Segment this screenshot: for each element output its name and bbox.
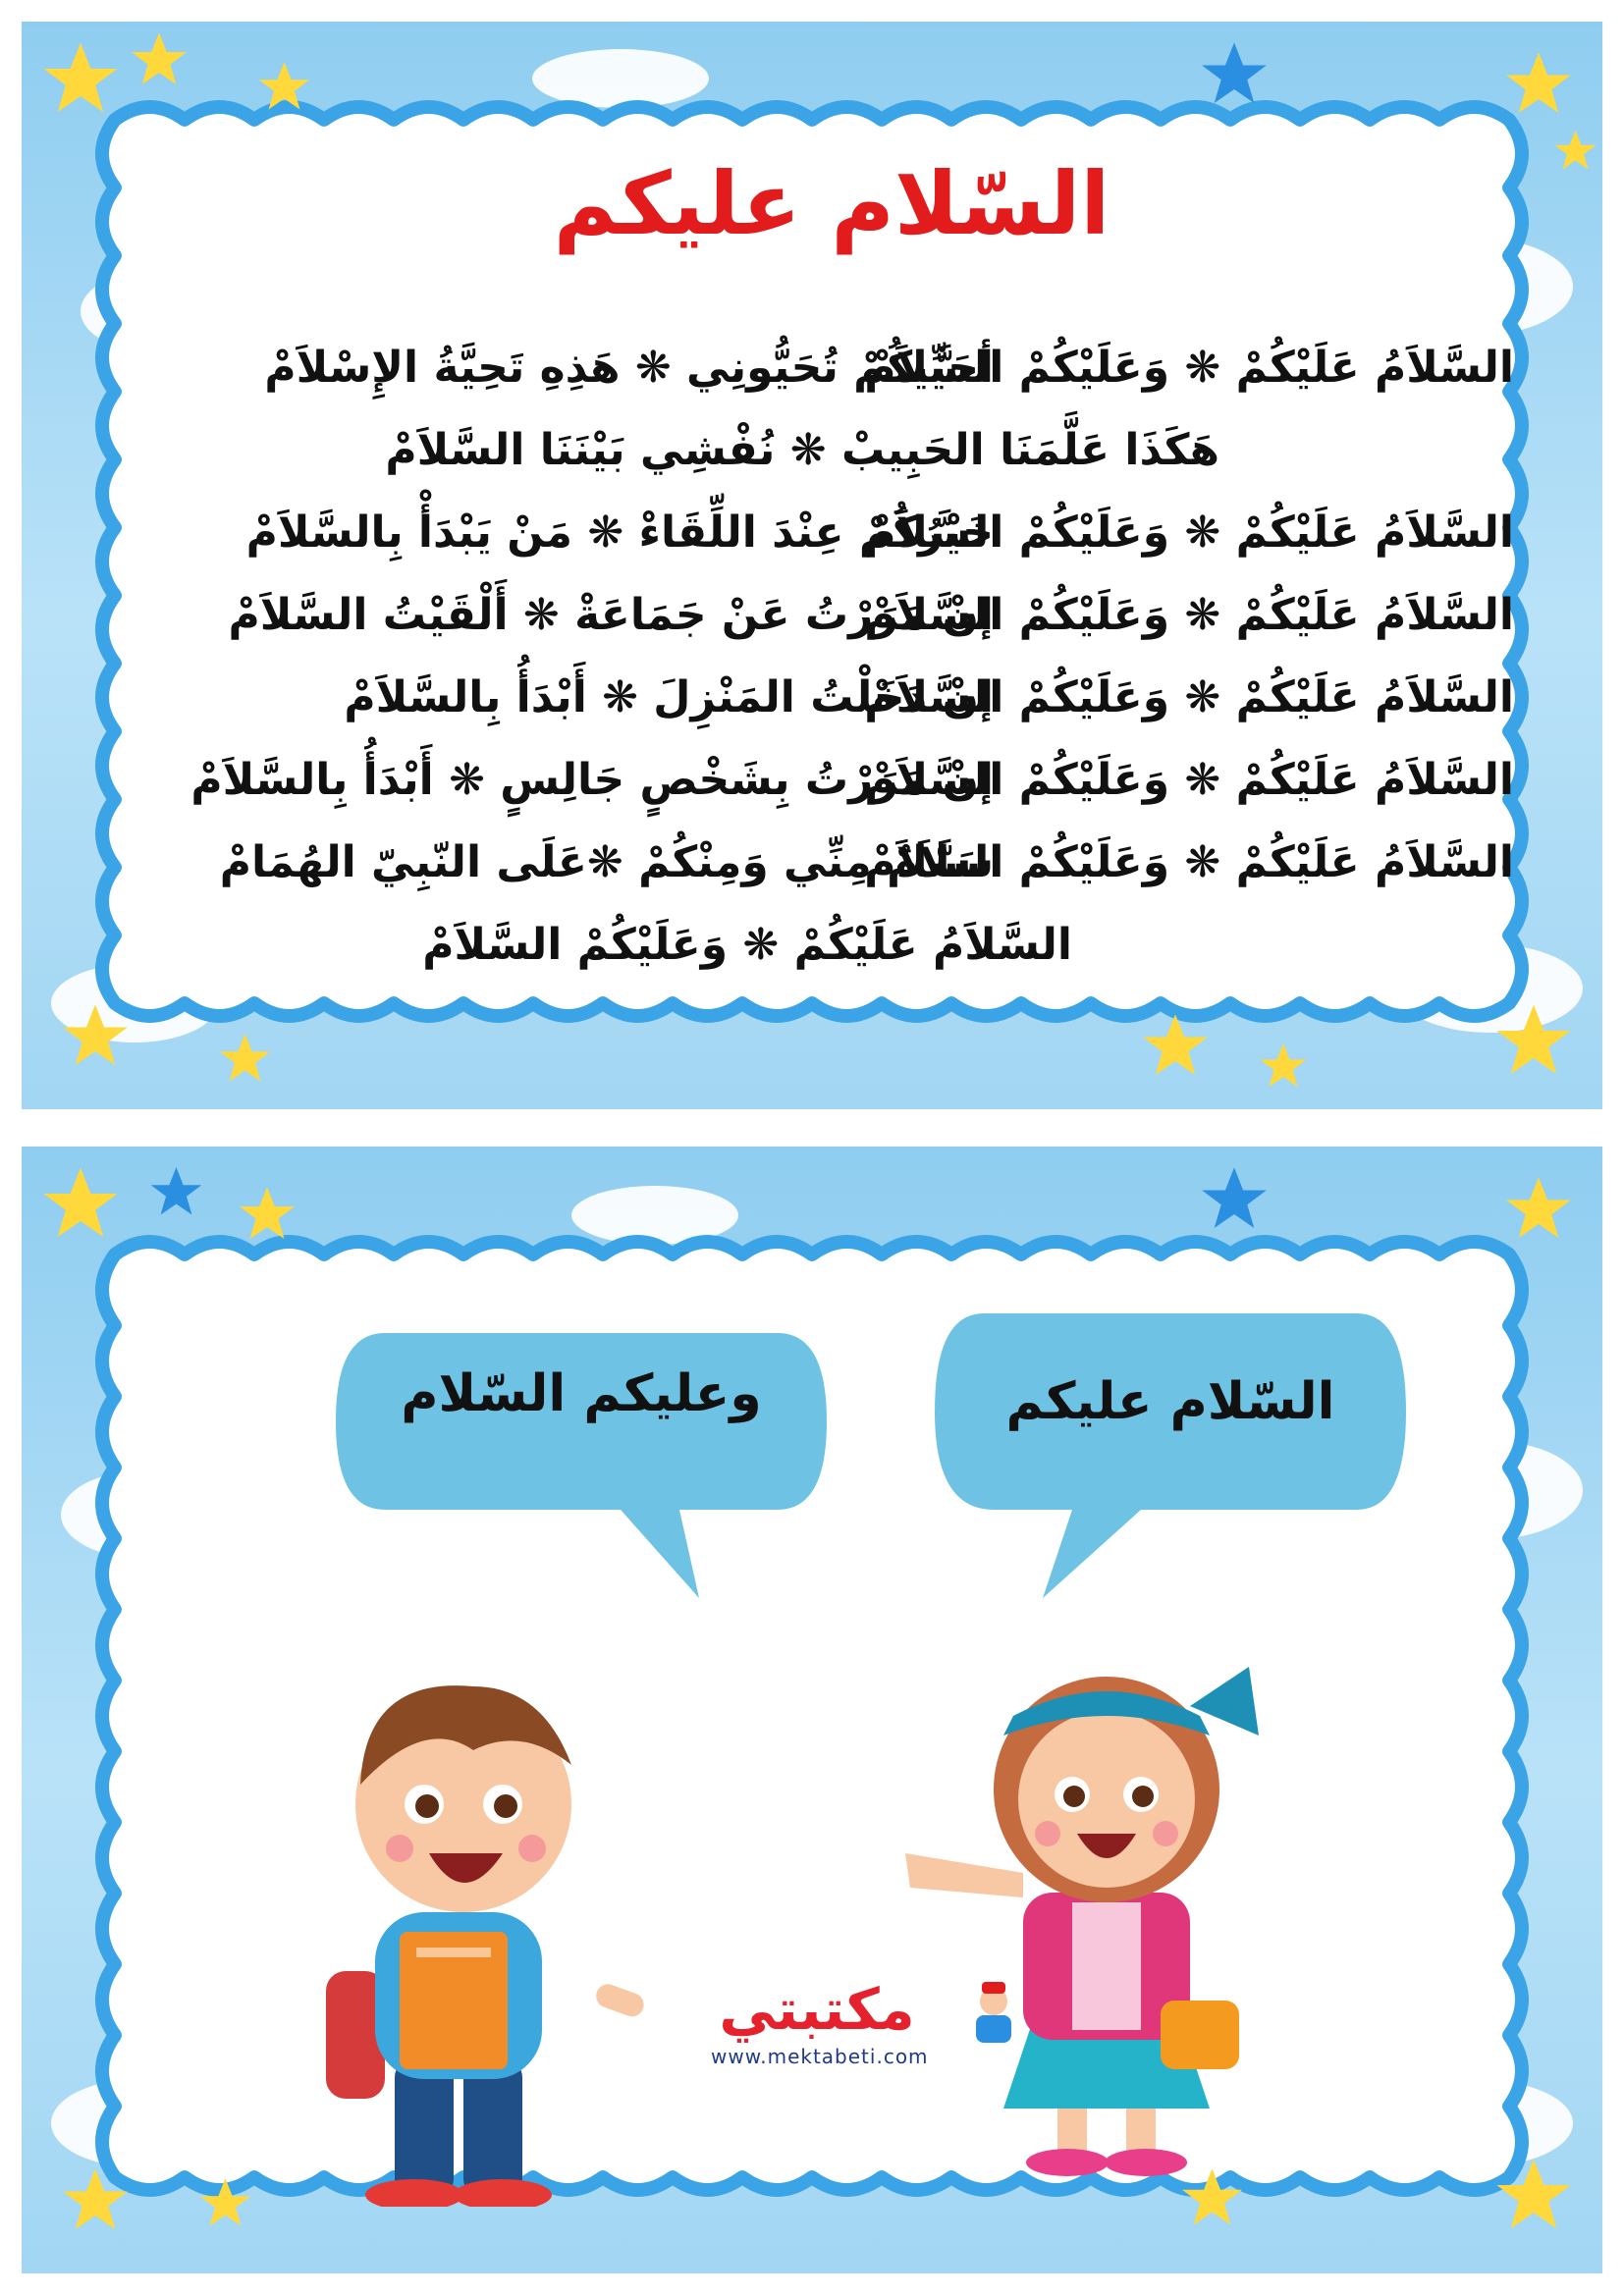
poem-line-verse: هَكَذَا عَلَّمَنَا الحَبِيبْ ❋ نُفْشِي بَيْنَنَا السَّلاَمْ (385, 425, 1219, 475)
poem-line-verse: إنْ مَرَرْتُ عَنْ جَمَاعَةْ ❋ أَلْقَيْتُ السَّلاَمْ (228, 590, 994, 640)
star-icon (41, 1166, 120, 1245)
poem-line-verse: خَيْرُكُمْ عِنْدَ اللِّقَاءْ ❋ مَنْ يَبْدَأْ بِالسَّلاَمْ (245, 507, 994, 558)
star-icon (41, 41, 120, 120)
boy-speech-bubble (326, 1313, 837, 1618)
poem-line-verse: أحَيِّيكُمْ تُحَيُّونِي ❋ هَذِهِ تَحِيَّةُ الإِسْلاَمْ (264, 343, 994, 393)
logo-word: مكتبتي (719, 1976, 915, 2043)
star-icon (198, 2177, 252, 2231)
poem-card (22, 22, 1602, 1109)
poem-line-chorus: السَّلاَمُ عَلَيْكُمْ ❋ وَعَلَيْكُمْ السَّلاَمْ (422, 920, 1072, 970)
poem-line-verse: سَلاَمٌ مِنِّي وَمِنْكُمْ ❋عَلَى النّبِيّ الهُمَامْ (219, 837, 994, 887)
logo-url: www.mektabeti.com (711, 2045, 929, 2068)
star-icon (238, 1186, 297, 1245)
girl-character (886, 1628, 1298, 2177)
poem-title: السّلام عليكم (553, 153, 1110, 254)
boy-bubble-text: وعليكم السّلام (401, 1364, 762, 1423)
reading-child-icon (964, 1980, 1023, 2049)
girl-bubble-text: السّلام عليكم (1005, 1372, 1335, 1431)
brand-logo (670, 1974, 1023, 2072)
poem-body (120, 22, 1543, 1109)
star-icon (1200, 1166, 1269, 1235)
star-icon (149, 1166, 203, 1220)
poem-line-chorus: السَّلاَمُ عَلَيْكُمْ ❋ وَعَلَيْكُمْ السَّلاَمْ (864, 507, 1514, 558)
poem-line-verse: إنْ مَرَرْتُ بِشَخْصٍ جَالِسٍ ❋ أَبْدَأُ بِالسَّلاَمْ (190, 755, 994, 805)
poem-line-chorus: السَّلاَمُ عَلَيْكُمْ ❋ وَعَلَيْكُمْ السَّلاَمْ (864, 672, 1514, 722)
star-icon (1504, 1176, 1573, 1245)
girl-speech-bubble (925, 1294, 1416, 1608)
boy-character (306, 1657, 699, 2207)
poem-line-chorus: السَّلاَمُ عَلَيْكُمْ ❋ وَعَلَيْكُمْ السَّلاَمْ (864, 755, 1514, 805)
poem-line-verse: إنْ دَخَلْتُ المَنْزِلَ ❋ أَبْدَأُ بِالسَّلاَمْ (344, 672, 994, 722)
star-icon (1494, 2158, 1573, 2236)
poem-line-chorus: السَّلاَمُ عَلَيْكُمْ ❋ وَعَلَيْكُمْ السَّلاَمْ (864, 837, 1514, 887)
poem-line-chorus: السَّلاَمُ عَلَيْكُمْ ❋ وَعَلَيْكُمْ السَّلاَمْ (864, 343, 1514, 393)
star-icon (1553, 130, 1597, 174)
illustration-card (22, 1147, 1602, 2273)
star-icon (61, 2167, 130, 2236)
poem-line-chorus: السَّلاَمُ عَلَيْكُمْ ❋ وَعَلَيْكُمْ السَّلاَمْ (864, 590, 1514, 640)
